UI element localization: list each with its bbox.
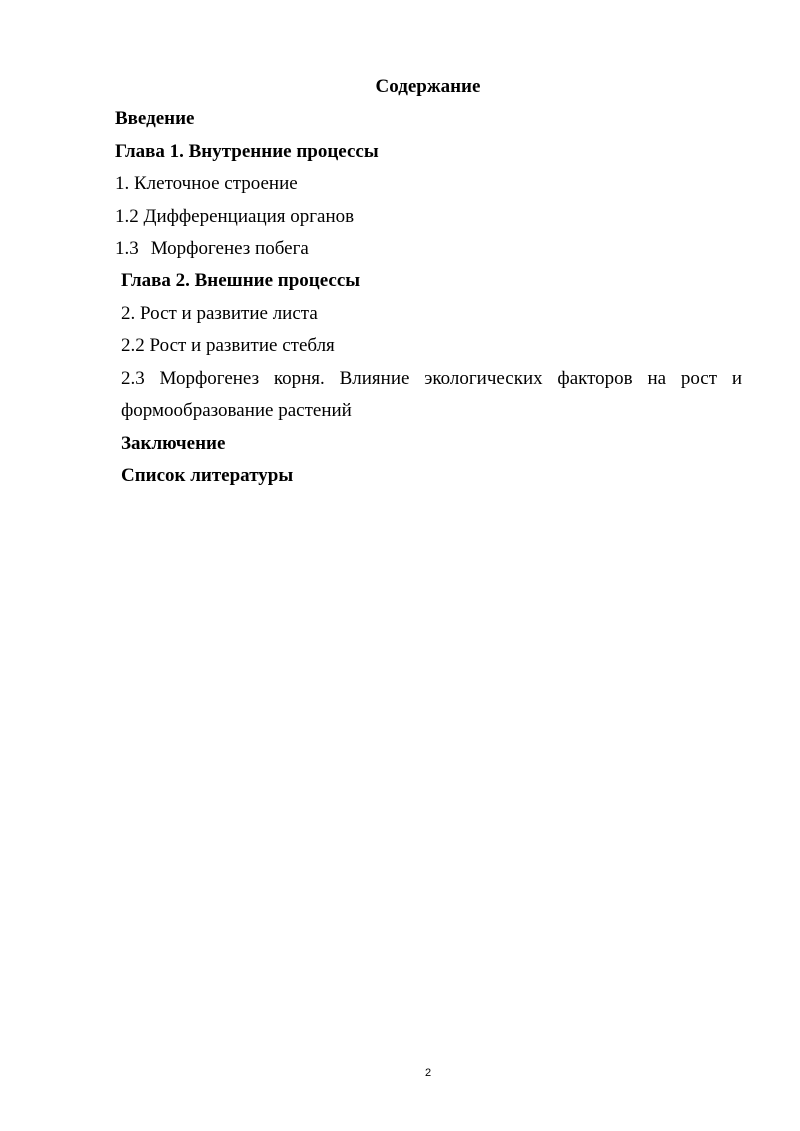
toc-entry-2-1: 2. Рост и развитие листа <box>121 303 318 324</box>
toc-entry-conclusion: Заключение <box>121 433 226 454</box>
toc-entry-1-2: 1.2 Дифференциация органов <box>115 206 355 227</box>
toc-entry-chapter-2: Глава 2. Внешние процессы <box>121 270 361 291</box>
toc-entry-chapter-1: Глава 1. Внутренние процессы <box>115 141 379 162</box>
page-number: 2 <box>424 1067 432 1079</box>
toc-entry-1-1: 1. Клеточное строение <box>115 173 298 194</box>
toc-entry-references: Список литературы <box>121 465 294 486</box>
toc-entry-1-3 <box>115 236 309 262</box>
toc-entry-1-3-number: 1.3 <box>115 238 139 259</box>
toc-title: Содержание <box>375 76 481 97</box>
toc-entry-2-3-line-1: 2.3 Морфогенез корня. Влияние экологических факторов на рост и <box>121 368 742 389</box>
toc-entry-introduction: Введение <box>115 108 195 129</box>
toc-entry-1-3-label: Морфогенез побега <box>150 238 309 259</box>
toc-entry-2-3-line-2: формообразование растений <box>121 400 352 421</box>
toc-entry-2-2: 2.2 Рост и развитие стебля <box>121 335 335 356</box>
